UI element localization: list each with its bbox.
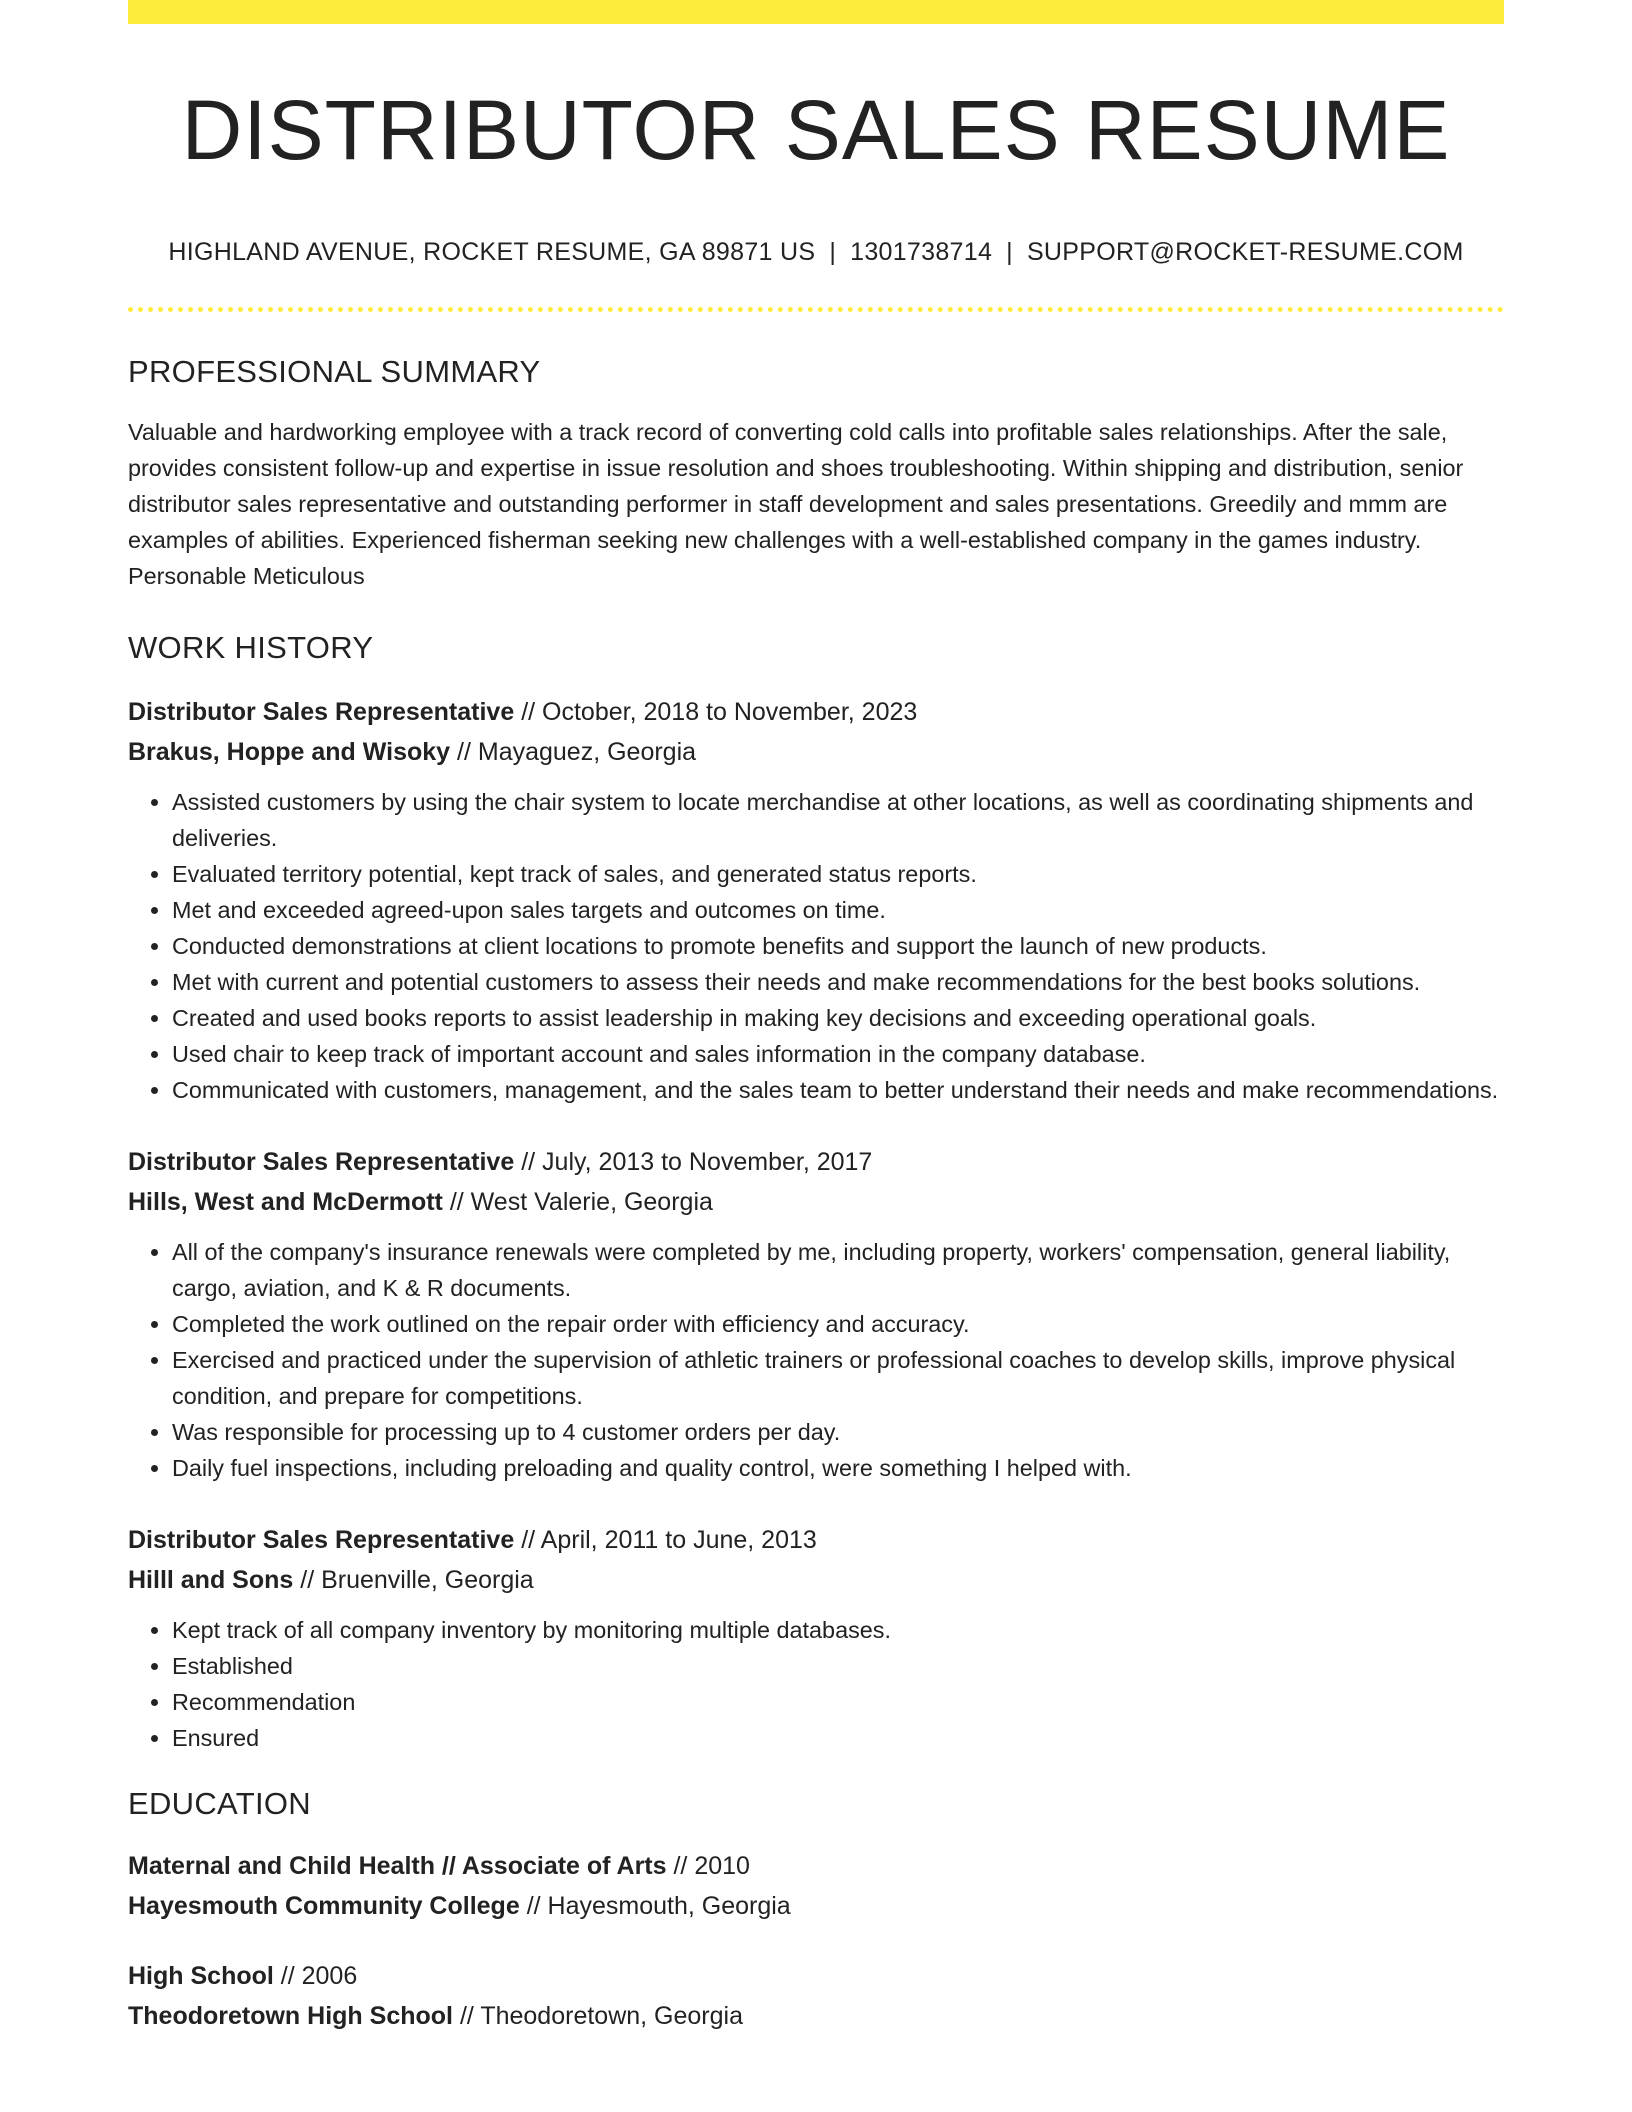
contact-separator: | (1006, 238, 1013, 267)
job-bullet: • Conducted demonstrations at client locations to promote benefits and support the launch of new products. (172, 928, 1504, 964)
job-title-line (128, 1142, 1504, 1182)
job-bullet: • Established (172, 1648, 1504, 1684)
job-bullets (128, 1234, 1504, 1486)
job-location: // West Valerie, Georgia (449, 1188, 713, 1217)
job-title: Distributor Sales Representative (128, 1526, 515, 1555)
job-entry (128, 1520, 1504, 1756)
job-bullet: • Ensured (172, 1720, 1504, 1756)
job-title: Distributor Sales Representative (128, 1148, 515, 1177)
resume-title: DISTRIBUTOR SALES RESUME (181, 83, 1451, 177)
job-bullet: • Recommendation (172, 1684, 1504, 1720)
job-company: Hills, West and McDermott (128, 1188, 443, 1217)
contact-phone: 1301738714 (850, 238, 993, 267)
education-year: // 2010 (673, 1852, 750, 1881)
job-dates: // July, 2013 to November, 2017 (521, 1148, 873, 1177)
job-bullet: • Used chair to keep track of important account and sales information in the company database. (172, 1036, 1504, 1072)
job-bullets (128, 784, 1504, 1108)
contact-email: SUPPORT@ROCKET-RESUME.COM (1026, 238, 1464, 267)
job-bullets (128, 1612, 1504, 1756)
education-degree-line (128, 1956, 1504, 1996)
job-bullet: • Completed the work outlined on the repair order with efficiency and accuracy. (172, 1306, 1504, 1342)
top-accent-bar (128, 0, 1504, 24)
education-entry (128, 1846, 1504, 1926)
job-bullet: • Communicated with customers, management, and the sales team to better understand their needs and make recommendations. (172, 1072, 1504, 1108)
job-bullet: • Exercised and practiced under the supervision of athletic trainers or professional coaches to develop skills, improve physical condition, and prepare for competitions. (172, 1342, 1504, 1414)
education-heading: EDUCATION (128, 1786, 311, 1822)
education-degree: Maternal and Child Health // Associate of Arts (128, 1852, 667, 1881)
job-bullet: • Created and used books reports to assist leadership in making key decisions and exceeding operational goals. (172, 1000, 1504, 1036)
job-dates: // October, 2018 to November, 2023 (521, 698, 918, 727)
contact-line (128, 238, 1504, 267)
education-school: Hayesmouth Community College (128, 1892, 520, 1921)
job-bullet: • Assisted customers by using the chair system to locate merchandise at other locations, as well as coordinating shipments and deliveries. (172, 784, 1504, 856)
job-title: Distributor Sales Representative (128, 698, 515, 727)
job-bullet: • Was responsible for processing up to 4 customer orders per day. (172, 1414, 1504, 1450)
job-company-line (128, 1182, 1504, 1222)
job-company: Hilll and Sons (128, 1566, 294, 1595)
job-entry (128, 1142, 1504, 1486)
education-degree-line (128, 1846, 1504, 1886)
education-location: // Hayesmouth, Georgia (526, 1892, 791, 1921)
job-location: // Mayaguez, Georgia (457, 738, 697, 767)
job-bullet: • Kept track of all company inventory by monitoring multiple databases. (172, 1612, 1504, 1648)
job-company: Brakus, Hoppe and Wisoky (128, 738, 451, 767)
education-year: // 2006 (280, 1962, 358, 1991)
job-company-line (128, 1560, 1504, 1600)
job-bullet: • Met with current and potential customers to assess their needs and make recommendations for the best books solutions. (172, 964, 1504, 1000)
contact-address: HIGHLAND AVENUE, ROCKET RESUME, GA 89871 US (168, 238, 816, 267)
education-school: Theodoretown High School (128, 2002, 453, 2031)
job-title-line (128, 692, 1504, 732)
education-school-line (128, 1886, 1504, 1926)
education-school-line (128, 1996, 1504, 2036)
job-bullet: • Met and exceeded agreed-upon sales targets and outcomes on time. (172, 892, 1504, 928)
education-location: // Theodoretown, Georgia (459, 2002, 743, 2031)
job-bullet: • Daily fuel inspections, including preloading and quality control, were something I helped with. (172, 1450, 1504, 1486)
summary-heading: PROFESSIONAL SUMMARY (128, 354, 541, 390)
job-dates: // April, 2011 to June, 2013 (521, 1526, 817, 1555)
dotted-divider (128, 307, 1504, 312)
contact-separator: | (829, 238, 837, 267)
summary-text: Valuable and hardworking employee with a track record of converting cold calls into profitable sales relationships. After the sale, provides consistent follow-up and expertise in issue resolution and shoes troubleshooting. Within shipping and distribution, senior distributor sales representative and outstanding performer in staff development and sales presentations. Greedily and mmm are examples of abilities. Experienced fisherman seeking new challenges with a well-established company in the games industry. Personable Meticulous (128, 419, 1464, 590)
education-entry (128, 1956, 1504, 2036)
work-history-heading: WORK HISTORY (128, 630, 374, 666)
education-degree: High School (128, 1962, 274, 1991)
job-bullet: • Evaluated territory potential, kept track of sales, and generated status reports. (172, 856, 1504, 892)
job-entry (128, 692, 1504, 1108)
resume-page (128, 0, 1504, 2036)
job-company-line (128, 732, 1504, 772)
job-bullet: • All of the company's insurance renewals were completed by me, including property, workers' compensation, general liability, cargo, aviation, and K & R documents. (172, 1234, 1504, 1306)
job-title-line (128, 1520, 1504, 1560)
job-location: // Bruenville, Georgia (300, 1566, 534, 1595)
